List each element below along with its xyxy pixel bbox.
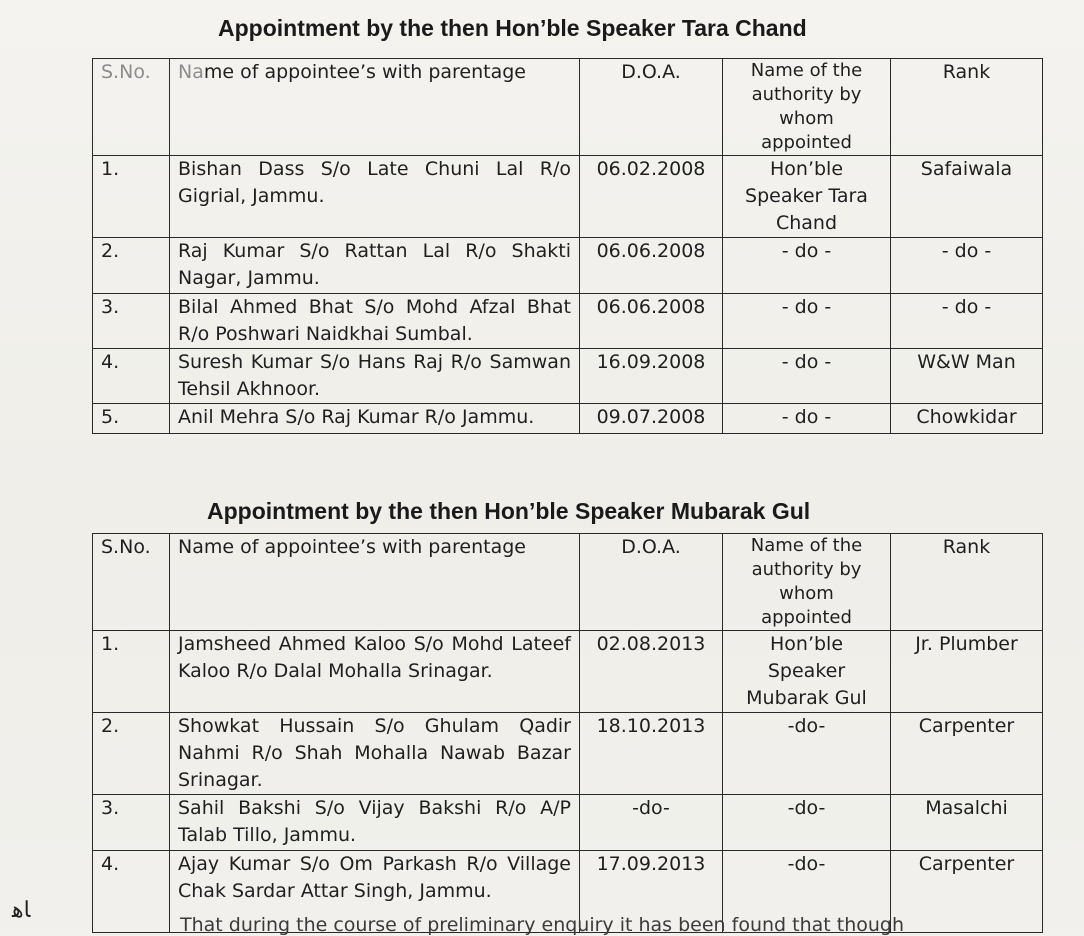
header-name-faded: Na <box>178 61 204 83</box>
header-doa: D.O.A. <box>580 534 723 631</box>
table-row <box>93 713 1043 795</box>
cell-sno: 2. <box>93 238 170 294</box>
cell-name: Ajay Kumar S/o Om Parkash R/o Village Chak Sardar Attar Singh, Jammu. <box>170 851 580 933</box>
section-title-tara-chand: Appointment by the then Hon’ble Speaker Tara Chand <box>218 15 807 41</box>
table-row <box>93 631 1043 713</box>
cell-authority: -do- <box>723 795 891 851</box>
table-row <box>93 795 1043 851</box>
appointments-table-tara-chand <box>92 58 1043 434</box>
cell-name: Bishan Dass S/o Late Chuni Lal R/o Gigrial, Jammu. <box>170 156 580 238</box>
cell-sno: 4. <box>93 349 170 404</box>
cell-authority: - do - <box>723 404 891 434</box>
cut-off-paragraph: That during the course of preliminary enquiry it has been found that though <box>180 914 905 936</box>
header-sno: S.No. <box>93 534 170 631</box>
cell-sno: 5. <box>93 404 170 434</box>
cell-authority: - do - <box>723 349 891 404</box>
cell-rank: - do - <box>891 294 1043 349</box>
cell-rank: Chowkidar <box>891 404 1043 434</box>
handwritten-margin-mark: ﺎﻫ <box>12 898 31 923</box>
cell-sno: 1. <box>93 631 170 713</box>
cell-rank: Carpenter <box>891 713 1043 795</box>
table-row <box>93 404 1043 434</box>
cell-doa: 16.09.2008 <box>580 349 723 404</box>
cell-name: Suresh Kumar S/o Hans Raj R/o Samwan Tehsil Akhnoor. <box>170 349 580 404</box>
cell-name: Sahil Bakshi S/o Vijay Bakshi R/o A/P Talab Tillo, Jammu. <box>170 795 580 851</box>
section-title-mubarak-gul: Appointment by the then Hon’ble Speaker Mubarak Gul <box>207 498 811 524</box>
header-rank: Rank <box>891 59 1043 156</box>
cell-doa: 06.06.2008 <box>580 238 723 294</box>
header-name-rest: me of appointee’s with parentage <box>203 61 526 83</box>
cell-name: Bilal Ahmed Bhat S/o Mohd Afzal Bhat R/o Poshwari Naidkhai Sumbal. <box>170 294 580 349</box>
header-rank: Rank <box>891 534 1043 631</box>
appointments-table-mubarak-gul <box>92 533 1043 933</box>
cell-rank: Jr. Plumber <box>891 631 1043 713</box>
cell-authority: - do - <box>723 238 891 294</box>
cell-authority: -do- <box>723 851 891 933</box>
cell-sno: 1. <box>93 156 170 238</box>
table-row <box>93 294 1043 349</box>
header-sno: S.No. <box>93 59 170 156</box>
table-row <box>93 349 1043 404</box>
cell-name: Raj Kumar S/o Rattan Lal R/o Shakti Nagar, Jammu. <box>170 238 580 294</box>
cell-sno: 3. <box>93 294 170 349</box>
cell-sno: 4. <box>93 851 170 933</box>
cell-authority: Hon’ble Speaker Tara Chand <box>723 156 891 238</box>
cell-rank: Carpenter <box>891 851 1043 933</box>
cell-authority: Hon’ble Speaker Mubarak Gul <box>723 631 891 713</box>
cell-authority: -do- <box>723 713 891 795</box>
header-doa: D.O.A. <box>580 59 723 156</box>
cell-authority: - do - <box>723 294 891 349</box>
cell-doa: 02.08.2013 <box>580 631 723 713</box>
header-name <box>170 59 580 156</box>
cell-doa: 06.06.2008 <box>580 294 723 349</box>
header-authority: Name of the authority by whom appointed <box>723 534 891 631</box>
cell-doa: 09.07.2008 <box>580 404 723 434</box>
table-header-row <box>93 534 1043 631</box>
cell-sno: 3. <box>93 795 170 851</box>
cell-rank: Safaiwala <box>891 156 1043 238</box>
cell-doa: 18.10.2013 <box>580 713 723 795</box>
table-row <box>93 156 1043 238</box>
cell-sno: 2. <box>93 713 170 795</box>
cell-rank: W&W Man <box>891 349 1043 404</box>
cell-doa: 17.09.2013 <box>580 851 723 933</box>
table-header-row <box>93 59 1043 156</box>
cell-name: Jamsheed Ahmed Kaloo S/o Mohd Lateef Kaloo R/o Dalal Mohalla Srinagar. <box>170 631 580 713</box>
cell-rank: - do - <box>891 238 1043 294</box>
header-authority: Name of the authority by whom appointed <box>723 59 891 156</box>
table-row <box>93 238 1043 294</box>
cell-doa: -do- <box>580 795 723 851</box>
cell-doa: 06.02.2008 <box>580 156 723 238</box>
cell-name: Anil Mehra S/o Raj Kumar R/o Jammu. <box>170 404 580 434</box>
header-name: Name of appointee’s with parentage <box>170 534 580 631</box>
cell-name: Showkat Hussain S/o Ghulam Qadir Nahmi R/o Shah Mohalla Nawab Bazar Srinagar. <box>170 713 580 795</box>
cell-rank: Masalchi <box>891 795 1043 851</box>
